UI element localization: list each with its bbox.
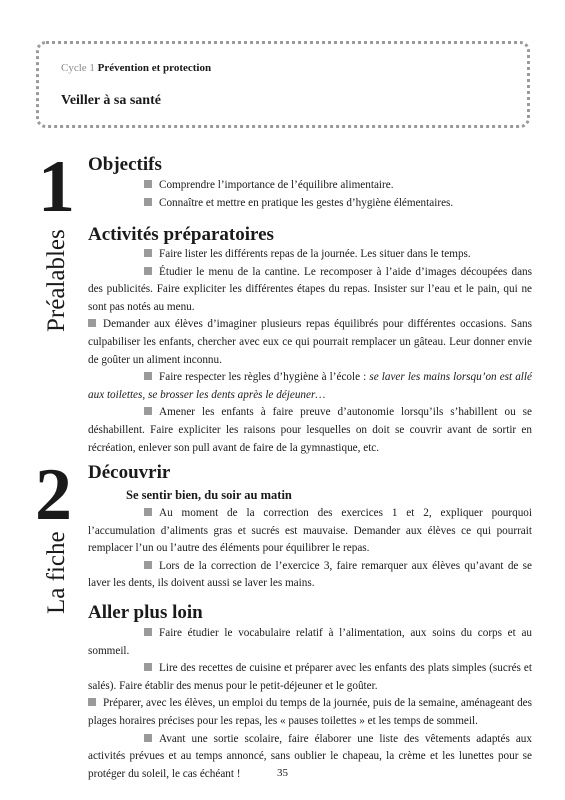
cycle-title: Prévention et protection — [97, 62, 212, 74]
bullet-square-icon — [144, 628, 152, 636]
activites-list — [88, 246, 532, 457]
list-item: Avant une sortie scolaire, faire élaborer une liste des vêtements adaptés aux activités prévues et au temps annoncé, sans oublier le chapeau, la crème et les lunettes pour se protéger du soleil, le cas échéant ! — [88, 732, 532, 780]
bullet-square-icon — [144, 180, 152, 188]
subsection-title: Se sentir bien, du soir au matin — [126, 488, 292, 502]
list-item: Connaître et mettre en pratique les gestes d’hygiène élémentaires. — [144, 195, 532, 213]
bullet-square-icon — [144, 249, 152, 257]
cycle-label — [61, 62, 211, 74]
list-item: Préparer, avec les élèves, un emploi du temps de la journée, puis de la semaine, aménageant des plages horaires précises pour les repas, les « pauses toilettes » et les temps de sommeil. — [88, 697, 532, 727]
list-item: Faire lister les différents repas de la journée. Les situer dans le temps. — [88, 246, 532, 264]
bullet-square-icon — [144, 372, 152, 380]
bullet-square-icon — [144, 663, 152, 671]
bullet-square-icon — [144, 198, 152, 206]
list-item: Au moment de la correction des exercices 1 et 2, expliquer pourquoi l’accumulation d’aliments gras et sucrés est mauvaise. Demander aux élèves ce qui pourrait remplacer l’un ou l’autre des éléments pour équilibrer le repas. — [88, 507, 532, 555]
list-item: Faire respecter les règles d’hygiène à l’école : se laver les mains lorsqu’on est allé aux toilettes, se brosser les dents après le déjeuner… — [88, 371, 532, 401]
lesson-subtitle: Veiller à sa santé — [61, 93, 161, 108]
objectifs-list — [88, 177, 532, 212]
bullet-square-icon — [144, 734, 152, 742]
vertical-label-la-fiche: La fiche — [43, 531, 70, 614]
part-number-2: 2 — [35, 454, 72, 536]
list-item: Demander aux élèves d’imaginer plusieurs repas équilibrés pour différentes occasions. Sans culpabiliser les enfants, chercher avec eux ce qui pourrait remplacer un gâteau. Leur donner envie de goûter un aliment inconnu. — [88, 318, 532, 366]
bullet-square-icon — [144, 561, 152, 569]
list-item: Lors de la correction de l’exercice 3, faire remarquer aux élèves qu’avant de se laver les dents, ils doivent aussi se laver les mains. — [88, 559, 532, 590]
aller-plus-loin-list — [88, 625, 532, 783]
cycle-number: Cycle 1 — [61, 62, 95, 74]
bullet-square-icon — [144, 267, 152, 275]
list-item: Lire des recettes de cuisine et préparer avec les enfants des plats simples (sucrés et salés). Faire établir des menus pour le petit-déjeuner et le goûter. — [88, 662, 532, 692]
section-title-aller-plus-loin: Aller plus loin — [88, 602, 203, 623]
vertical-label-prealables: Préalables — [43, 229, 70, 332]
decouvrir-list — [88, 505, 532, 593]
bullet-square-icon — [144, 407, 152, 415]
list-item: Comprendre l’importance de l’équilibre alimentaire. — [144, 177, 532, 195]
list-item: Faire étudier le vocabulaire relatif à l’alimentation, aux soins du corps et au sommeil. — [88, 627, 532, 657]
header-box — [36, 41, 530, 128]
bullet-square-icon — [144, 508, 152, 516]
bullet-square-icon — [88, 319, 96, 327]
list-item: Amener les enfants à faire preuve d’autonomie lorsqu’ils s’habillent ou se déshabillent. Faire expliciter les raisons pour lesquelles on doit se couvrir avant de sortir en récréation, enlever son pull avant de faire de la gymnastique, etc. — [88, 406, 532, 454]
list-item: Étudier le menu de la cantine. Le recomposer à l’aide d’images découpées dans des publicités. Faire expliciter les différentes étapes du repas. Insister sur l’eau et le pain, qui ne sont pas notés au menu. — [88, 265, 532, 313]
section-title-objectifs: Objectifs — [88, 154, 162, 175]
section-title-activites: Activités préparatoires — [88, 224, 274, 245]
section-title-decouvrir: Découvrir — [88, 462, 171, 483]
page-number: 35 — [277, 767, 288, 779]
bullet-square-icon — [88, 698, 96, 706]
part-number-1: 1 — [38, 146, 75, 228]
